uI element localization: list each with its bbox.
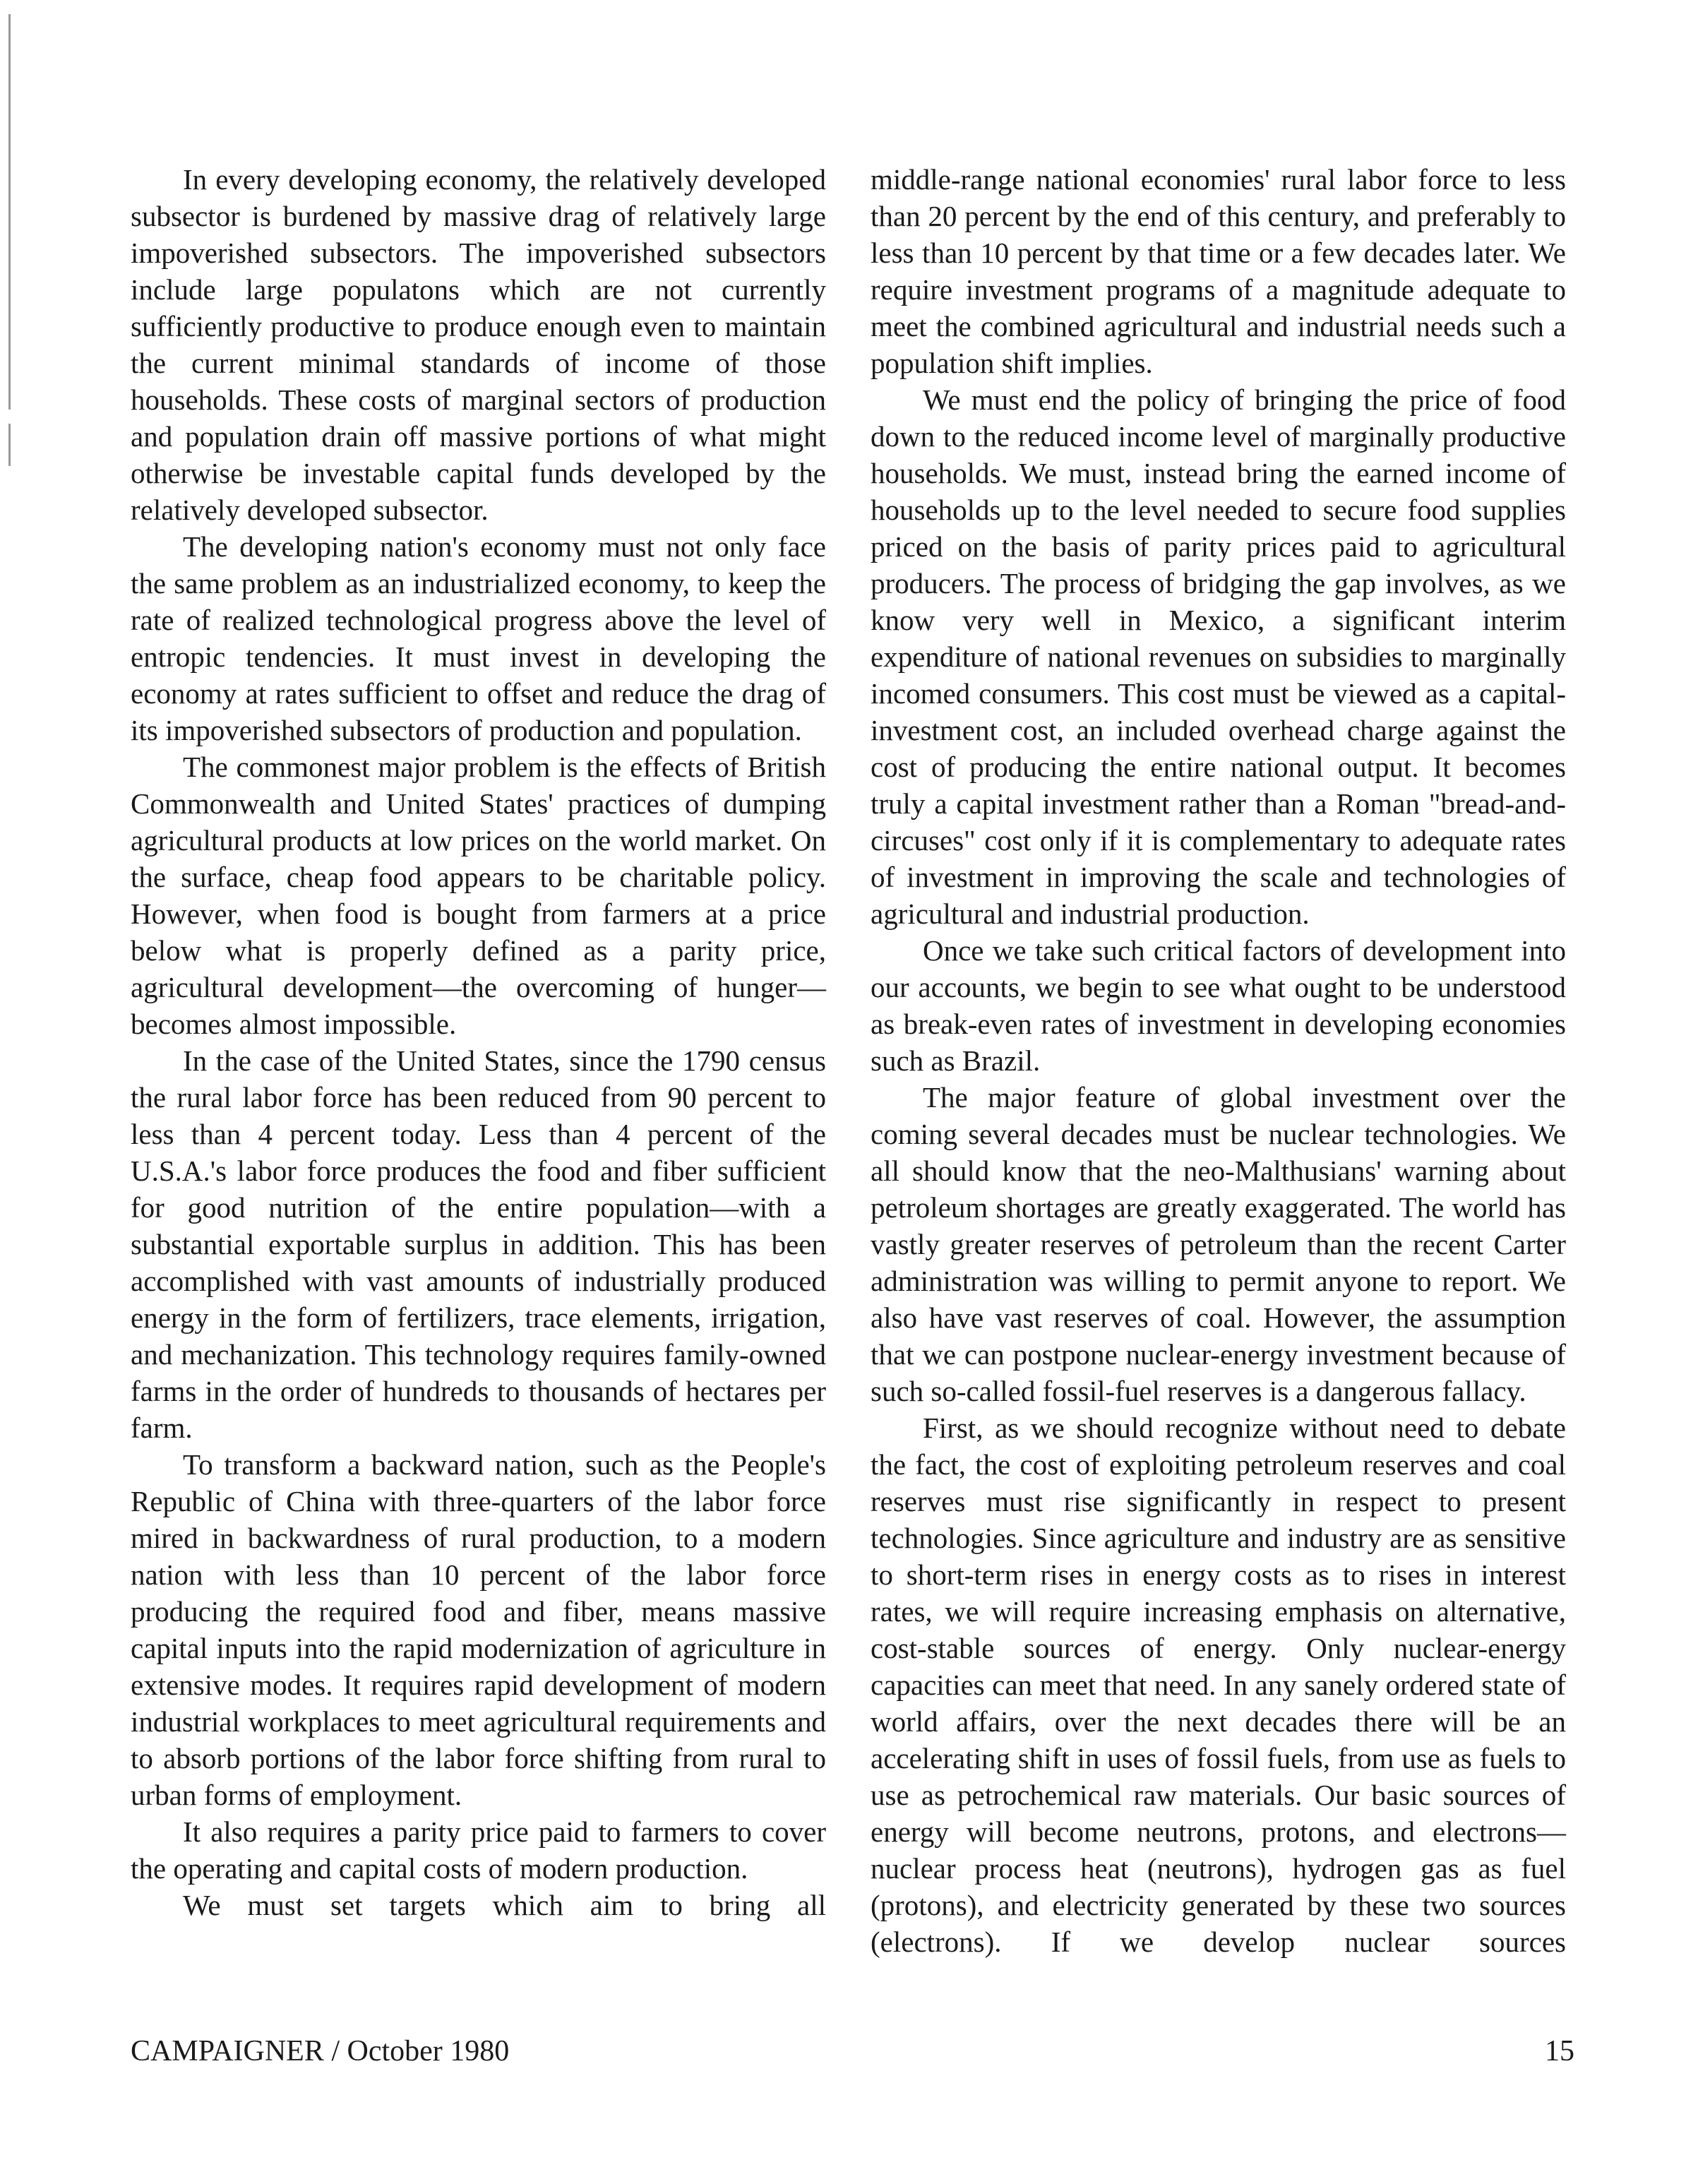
paragraph: It also requires a parity price paid to farmers to cover the operating and capital costs of modern production.: [131, 1815, 826, 1885]
paragraph: In every developing economy, the relatively developed subsector is burdened by massive drag of relatively large impoverished subsectors. The impoverished subsectors include large populatons which are not currently sufficiently productive to produce enough even to maintain the current minimal standards of income of those households. These costs of marginal sectors of production and population drain off massive portions of what might otherwise be investable capital funds developed by the relatively developed subsector.: [131, 163, 826, 526]
page-number: 15: [1545, 2035, 1574, 2067]
paragraph: We must end the policy of bringing the price of food down to the reduced income level of marginally productive households. We must, instead bring the earned income of households up to the level needed to secure food supplies priced on the basis of parity prices paid to agricultural producers. The process of bridging the gap involves, as we know very well in Mexico, a significant interim expenditure of national revenues on subsidies to marginally incomed consumers. This cost must be viewed as a capital-investment cost, an included overhead charge against the cost of producing the entire national output. It becomes truly a capital investment rather than a Roman "bread-and-circuses" cost only if it is complementary to adequate rates of investment in improving the scale and technologies of agricultural and industrial production.: [871, 383, 1566, 930]
paragraph-continuation: middle-range national economies' rural labor force to less than 20 percent by the end of this century, and preferably to less than 10 percent by that time or a few decades later. We require investment programs of a magnitude adequate to meet the combined agricultural and industrial needs such a population shift implies.: [871, 163, 1566, 379]
paragraph: The major feature of global investment over the coming several decades must be nuclear technologies. We all should know that the neo-Malthusians' warning about petroleum shortages are greatly exaggerated. The world has vastly greater reserves of petroleum than the recent Carter administration was willing to permit anyone to report. We also have vast reserves of coal. However, the assumption that we can postpone nuclear-energy investment because of such so-called fossil-fuel reserves is a dangerous fallacy.: [871, 1081, 1566, 1407]
scan-edge-mark: [8, 424, 11, 466]
footer-publication: CAMPAIGNER / October 1980: [131, 2035, 510, 2067]
paragraph: In the case of the United States, since the 1790 census the rural labor force has been reduced from 90 percent to less than 4 percent today. Less than 4 percent of the U.S.A.'s labor force produces the food and fiber sufficient for good nutrition of the entire population—with a substantial exportable surplus in addition. This has been accomplished with vast amounts of industrially produced energy in the form of fertilizers, trace elements, irrigation, and mechanization. This technology requires family-owned farms in the order of hundreds to thousands of hectares per farm.: [131, 1044, 826, 1444]
paragraph: The developing nation's economy must not only face the same problem as an industrialized economy, to keep the rate of realized technological progress above the level of entropic tendencies. It must invest in developing the economy at rates sufficient to offset and reduce the drag of its impoverished subsectors of production and population.: [131, 530, 826, 746]
paragraph: First, as we should recognize without need to debate the fact, the cost of exploiting petroleum reserves and coal reserves must rise significantly in respect to present technologies. Since agriculture and industry are as sensitive to short-term rises in energy costs as to rises in interest rates, we will require increasing emphasis on alternative, cost-stable sources of energy. Only nuclear-energy capacities can meet that need. In any sanely ordered state of world affairs, over the next decades there will be an accelerating shift in uses of fossil fuels, from use as fuels to use as petrochemical raw materials. Our basic sources of energy will become neutrons, protons, and electrons—nuclear process heat (neutrons), hydrogen gas as fuel (protons), and electricity generated by these two sources (electrons). If we develop nuclear sources: [871, 1412, 1566, 1958]
paragraph: Once we take such critical factors of development into our accounts, we begin to see what ought to be understood as break-even rates of investment in developing economies such as Brazil.: [871, 934, 1566, 1077]
paragraph: To transform a backward nation, such as the People's Republic of China with three-quarters of the labor force mired in backwardness of rural production, to a modern nation with less than 10 percent of the labor force producing the required food and fiber, means massive capital inputs into the rapid modernization of agriculture in extensive modes. It requires rapid development of modern industrial workplaces to meet agricultural requirements and to absorb portions of the labor force shifting from rural to urban forms of employment.: [131, 1448, 826, 1811]
paragraph: We must set targets which aim to bring all: [183, 1889, 826, 1921]
scan-edge-mark: [8, 14, 11, 410]
paragraph: The commonest major problem is the effects of British Commonwealth and United States' practices of dumping agricultural products at low prices on the world market. On the surface, cheap food appears to be charitable policy. However, when food is bought from farmers at a price below what is properly defined as a parity price, agricultural development—the overcoming of hunger—becomes almost impossible.: [131, 751, 826, 1040]
right-column: [871, 161, 1566, 1960]
left-column: [131, 161, 826, 1923]
